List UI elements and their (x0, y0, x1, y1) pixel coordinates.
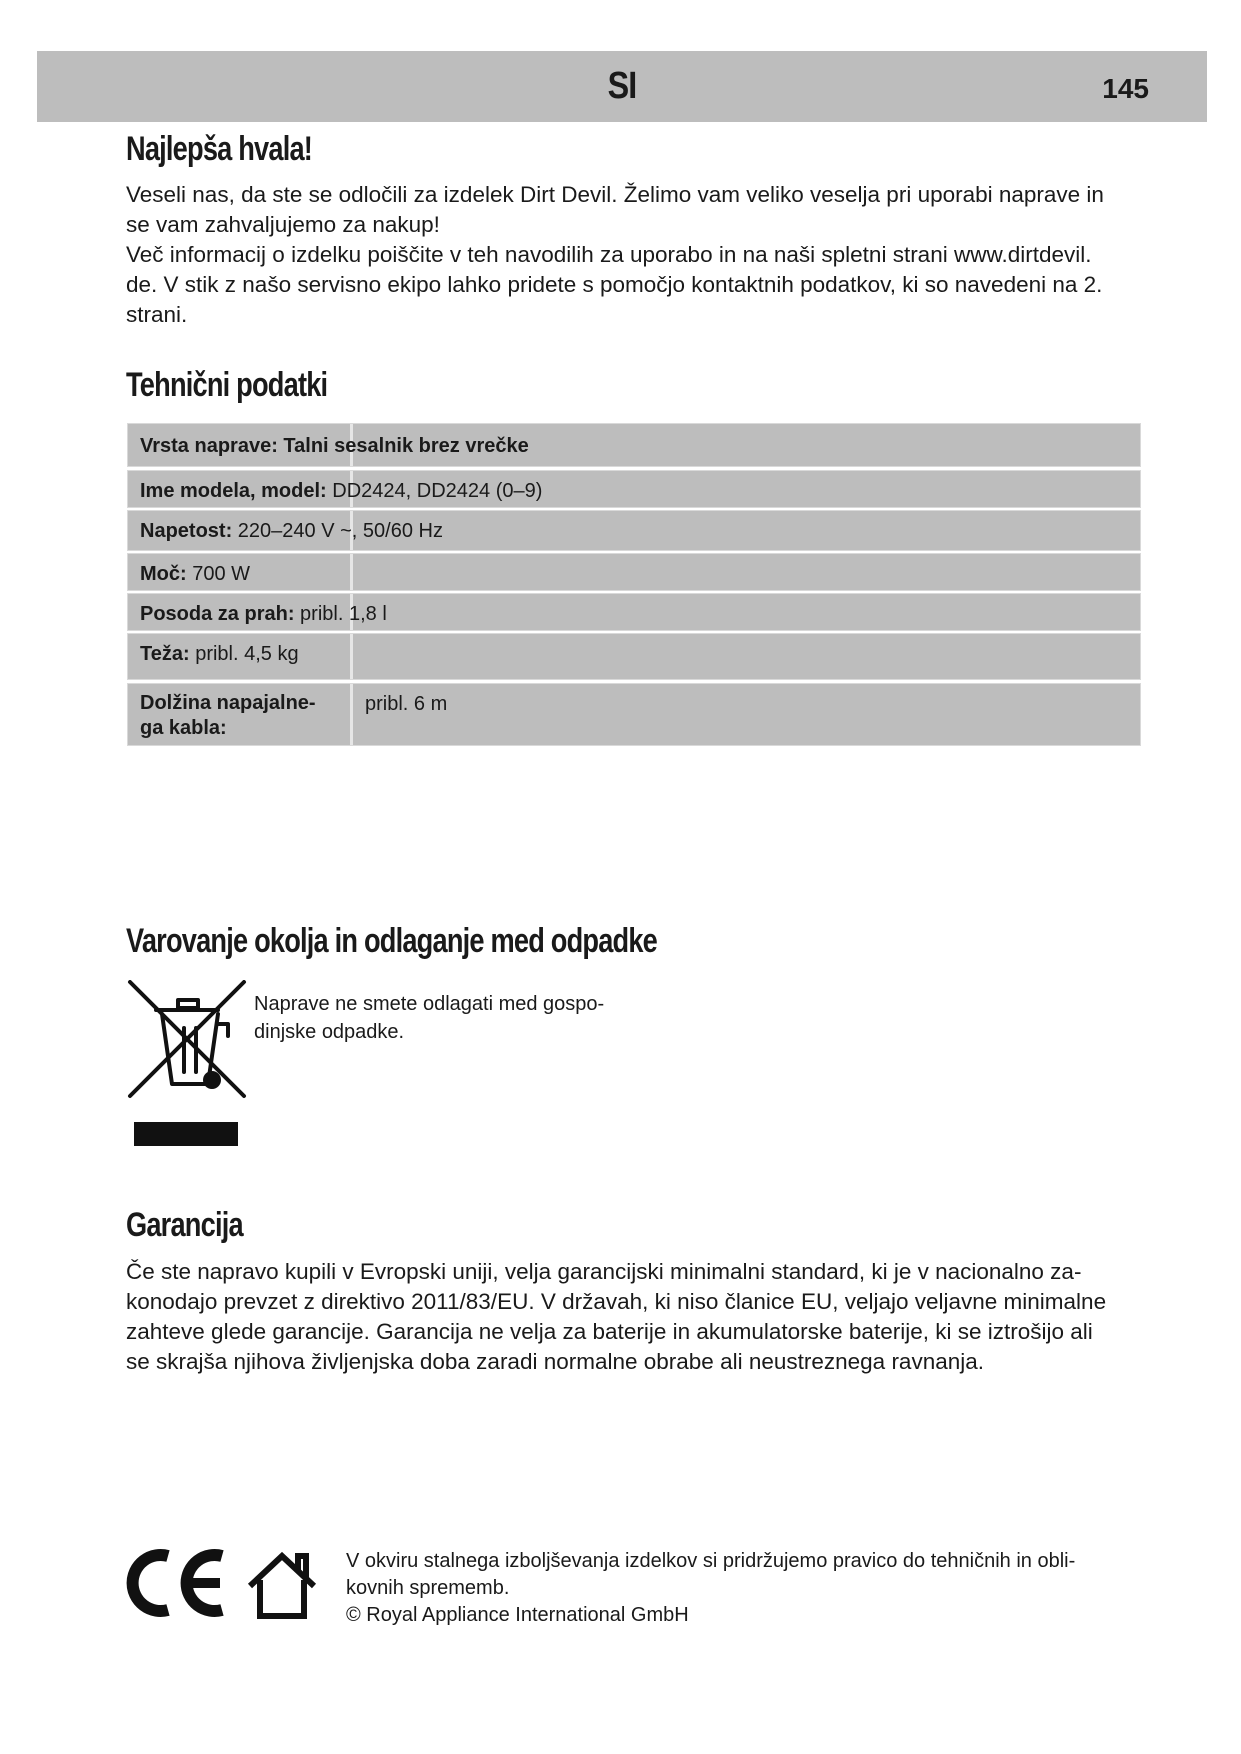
indoor-use-house-icon (244, 1550, 320, 1625)
warranty-text (126, 1257, 1126, 1377)
spec-label: ga kabla: (140, 717, 227, 739)
thanks-line: se vam zahvaljujemo za nakup! (126, 212, 440, 237)
thanks-section (126, 130, 1126, 169)
thanks-line: Veseli nas, da ste se odločili za izdelek Dirt Devil. Želimo vam veliko veselja pri uporabi naprave in (126, 182, 1104, 207)
spec-value: 220–240 V ~, 50/60 Hz (237, 520, 443, 542)
environment-line: dinjske odpadke. (254, 1021, 405, 1043)
spec-value: pribl. 6 m (365, 693, 448, 715)
environment-text (254, 990, 634, 1046)
spec-row (128, 471, 1140, 507)
warranty-heading (126, 1206, 1126, 1245)
environment-title: Varovanje okolja in odlaganje med odpadke (126, 922, 658, 960)
spec-value: 700 W (192, 563, 251, 585)
spec-label: Ime modela, model: (140, 480, 327, 502)
language-code: SI (607, 65, 637, 107)
thanks-line: Več informacij o izdelku poiščite v teh navodilih za uporabo in na naši spletni strani www.dirtdevil. (126, 242, 1092, 267)
spec-cell (128, 424, 529, 459)
warranty-line: se skrajša njihova življenjska doba zaradi normalne obrabe ali neustreznega ravnanja. (126, 1349, 984, 1374)
spec-row (128, 634, 1140, 679)
thanks-text (126, 180, 1126, 330)
footer-text (346, 1548, 1126, 1629)
spec-cell (128, 554, 250, 587)
spec-label: Posoda za prah: (140, 603, 295, 625)
spec-label: Dolžina napajalne- (140, 692, 316, 714)
spec-cell (128, 471, 542, 504)
spec-cell (128, 511, 443, 544)
warranty-line: konodajo prevzet z direktivo 2011/83/EU. V državah, ki niso članice EU, veljajo veljavne minimalne (126, 1289, 1107, 1314)
spec-row (128, 554, 1140, 590)
spec-row (128, 684, 1140, 745)
spec-value: Talni sesalnik brez vrečke (283, 435, 529, 457)
crossed-out-wheelie-bin-icon (126, 980, 252, 1160)
spec-cell (128, 684, 316, 741)
thanks-line: strani. (126, 302, 188, 327)
column-divider (350, 554, 353, 590)
spec-label: Napetost: (140, 520, 233, 542)
environment-line: Naprave ne smete odlagati med gospo- (254, 993, 605, 1015)
page-number: 145 (1102, 73, 1149, 104)
spec-value: pribl. 4,5 kg (195, 643, 299, 665)
spec-cell (128, 634, 299, 667)
specs-title: Tehnični podatki (126, 366, 328, 404)
spec-row (128, 511, 1140, 550)
column-divider (350, 634, 353, 679)
spec-row (128, 424, 1140, 466)
spec-label: Teža: (140, 643, 190, 665)
spec-label: Moč: (140, 563, 187, 585)
thanks-title: Najlepša hvala! (126, 130, 313, 168)
thanks-line: de. V stik z našo servisno ekipo lahko pridete s pomočjo kontaktnih podatkov, ki so navedeni na 2. (126, 272, 1103, 297)
footer-line: kovnih sprememb. (346, 1577, 510, 1599)
spec-row (128, 594, 1140, 630)
spec-cell (128, 594, 387, 627)
specs-heading (126, 366, 1126, 405)
header-bar (37, 51, 1207, 122)
spec-value-cell (353, 684, 447, 717)
ce-mark-icon (124, 1548, 230, 1623)
spec-value: pribl. 1,8 l (300, 603, 387, 625)
copyright: © Royal Appliance International GmbH (346, 1604, 689, 1626)
warranty-line: zahteve glede garancije. Garancija ne velja za baterije in akumulatorske baterije, ki se iztrošijo ali (126, 1319, 1093, 1344)
warranty-title: Garancija (126, 1206, 243, 1244)
warranty-line: Če ste napravo kupili v Evropski uniji, velja garancijski minimalni standard, ki je v nacionalno za- (126, 1259, 1082, 1284)
spec-label: Vrsta naprave: (140, 435, 278, 457)
spec-value: DD2424, DD2424 (0–9) (332, 480, 543, 502)
footer-line: V okviru stalnega izboljševanja izdelkov si pridržujemo pravico do tehničnih in obli- (346, 1550, 1076, 1572)
environment-heading (126, 922, 1126, 961)
